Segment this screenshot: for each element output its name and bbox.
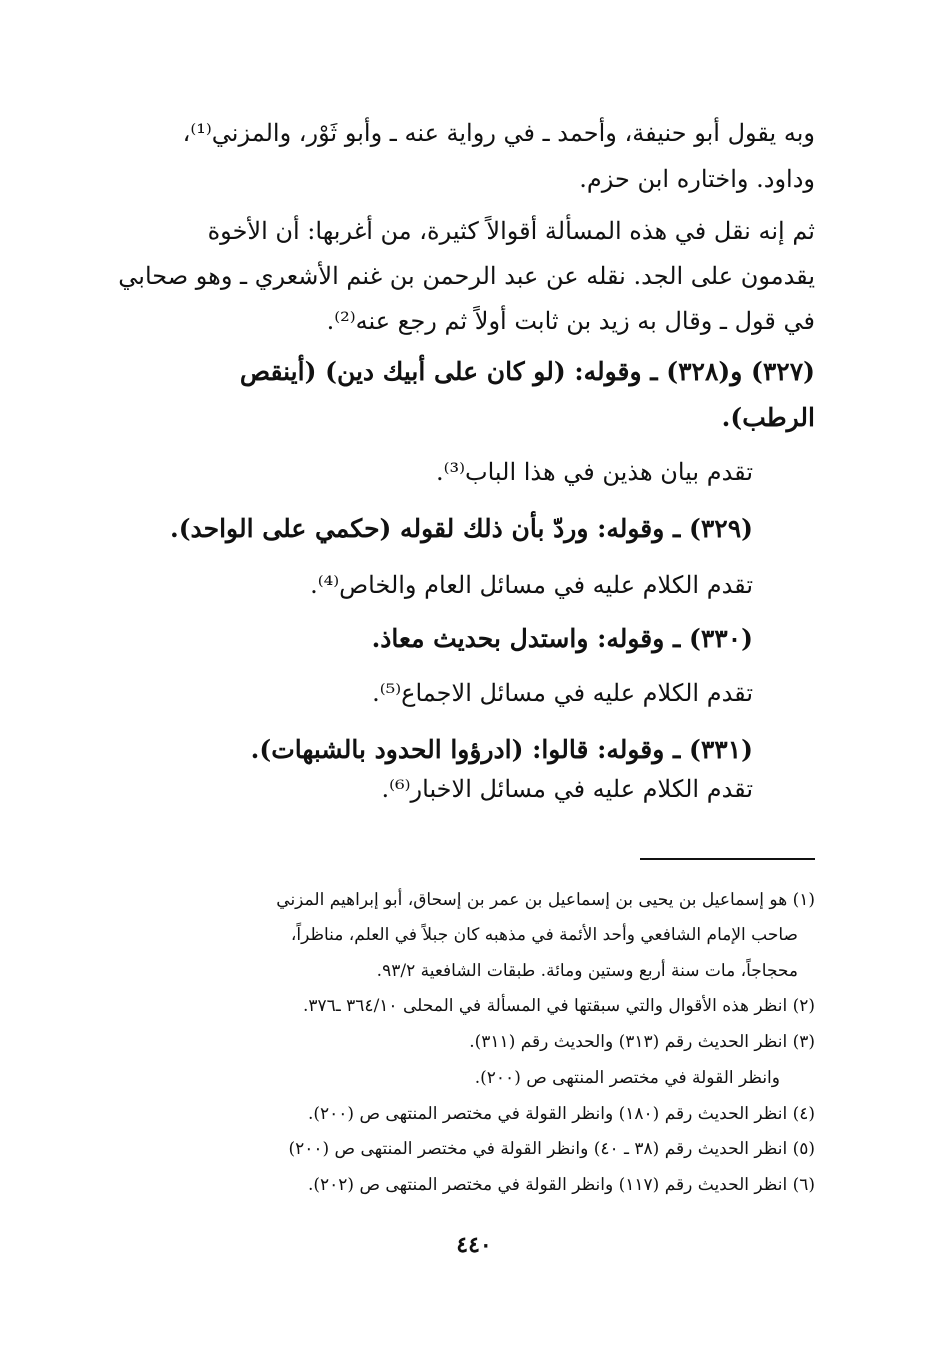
footnote-1-line-2: صاحب الإمام الشافعي وأحد الأئمة في مذهبه كان جبلاً في العلم، مناظراً، <box>290 925 798 945</box>
section-heading-331: (٣٣١) ـ وقوله: قالوا: (ادرؤوا الحدود بالشبهات). <box>250 735 753 764</box>
section-heading-327-328-cont: الرطب). <box>721 403 815 432</box>
footnote-3-line-2: وانظر القولة في مختصر المنتهى ص (٢٠٠). <box>474 1068 780 1088</box>
body-line-2: وداود. واختاره ابن حزم. <box>579 165 815 193</box>
footnote-6: (٦) انظر الحديث رقم (١١٧) وانظر القولة في مختصر المنتهى ص (٢٠٢). <box>307 1175 815 1195</box>
footnote-separator <box>640 858 815 860</box>
section-heading-329: (٣٢٩) ـ وقوله: وردّ بأن ذلك لقوله (حكمي على الواحد). <box>170 514 753 543</box>
body-line-8: تقدم الكلام عليه في مسائل الاجماع⁽⁵⁾. <box>372 679 753 707</box>
body-line-5: في قول ـ وقال به زيد بن ثابت أولاً ثم رجع عنه⁽²⁾. <box>326 307 815 335</box>
footnote-5: (٥) انظر الحديث رقم (٣٨ ـ ٤٠) وانظر القولة في مختصر المنتهى ص (٢٠٠) <box>288 1139 815 1159</box>
footnote-1-line-1: (١) هو إسماعيل بن يحيى بن إسماعيل بن عمر بن إسحاق، أبو إبراهيم المزني <box>276 890 815 910</box>
footnote-2: (٢) انظر هذه الأقوال والتي سبقتها في المسألة في المحلى ٣٦٤/١٠ ـ٣٧٦. <box>302 996 815 1016</box>
body-line-1: وبه يقول أبو حنيفة، وأحمد ـ في رواية عنه ـ وأبو ثَوْر، والمزني⁽¹⁾، <box>182 119 815 147</box>
page-number: ٤٤٠ <box>456 1232 492 1258</box>
footnote-3-line-1: (٣) انظر الحديث رقم (٣١٣) والحديث رقم (٣١١). <box>469 1032 815 1052</box>
footnote-4: (٤) انظر الحديث رقم (١٨٠) وانظر القولة في مختصر المنتهى ص (٢٠٠). <box>307 1104 815 1124</box>
section-heading-330: (٣٣٠) ـ وقوله: واستدل بحديث معاذ. <box>371 624 753 653</box>
body-line-4: يقدمون على الجد. نقله عن عبد الرحمن بن غنم الأشعري ـ وهو صحابي <box>118 262 815 290</box>
body-line-9: تقدم الكلام عليه في مسائل الاخبار⁽⁶⁾. <box>381 775 753 803</box>
body-line-6: تقدم بيان هذين في هذا الباب⁽³⁾. <box>435 458 753 486</box>
section-heading-327-328: (٣٢٧) و(٣٢٨) ـ وقوله: (لو كان على أبيك دين) (أينقص <box>239 357 815 386</box>
footnote-1-line-3: محجاجاً، مات سنة أربع وستين ومائة. طبقات الشافعية ٩٣/٢. <box>376 961 798 981</box>
body-line-3: ثم إنه نقل في هذه المسألة أقوالاً كثيرة، من أغربها: أن الأخوة <box>207 217 815 245</box>
body-line-7: تقدم الكلام عليه في مسائل العام والخاص⁽⁴⁾. <box>310 571 753 599</box>
